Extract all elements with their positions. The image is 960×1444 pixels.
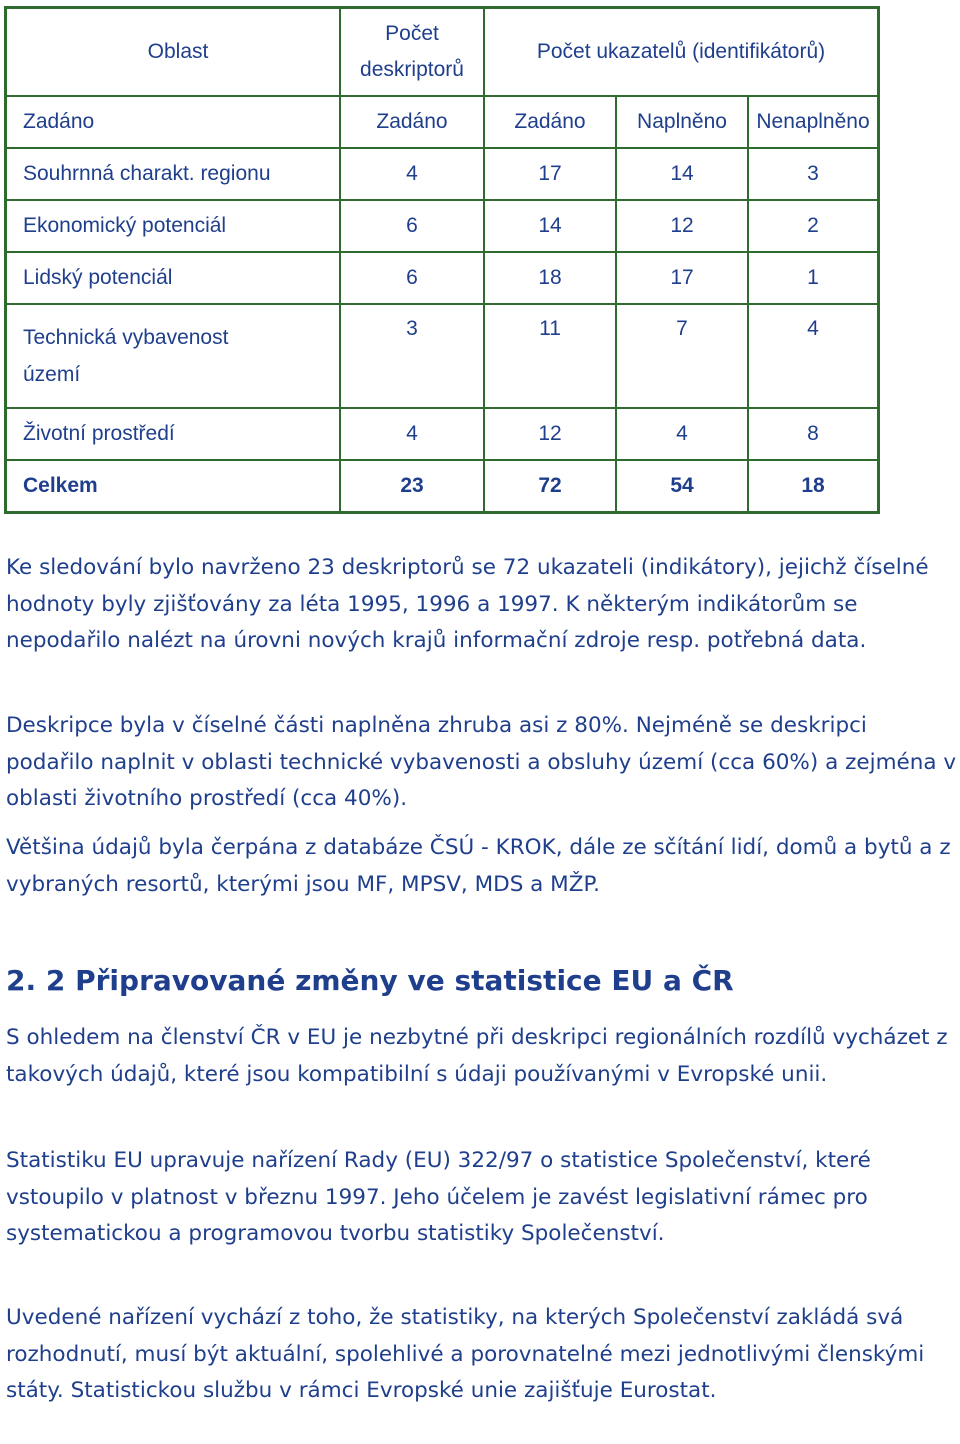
- table-total-row: [7, 461, 877, 511]
- row-descriptors: 4: [341, 149, 485, 201]
- row-assigned: 18: [485, 253, 617, 305]
- row-area: [7, 305, 341, 409]
- total-filled: 54: [617, 461, 749, 511]
- row-unfilled: 8: [749, 409, 877, 461]
- subheader-cell: Zadáno: [485, 97, 617, 149]
- row-assigned: 14: [485, 201, 617, 253]
- table-row: [7, 409, 877, 461]
- row-unfilled: 1: [749, 253, 877, 305]
- paragraph-eu-regulation: [6, 1143, 958, 1253]
- paragraph-text: Ke sledování bylo navrženo 23 deskriptorů se 72 ukazateli (indikátory), jejichž číselné hodnoty byly zjišťovány za léta 1995, 1996 a 1997. K některým indikátorům se nepodařilo nalézt na úrovni nových krajů informační zdroje resp. potřebná data.: [6, 555, 929, 653]
- total-descriptors: 23: [341, 461, 485, 511]
- paragraph-eu-membership: [6, 1020, 958, 1093]
- row-unfilled: 2: [749, 201, 877, 253]
- header-area: Oblast: [7, 9, 341, 97]
- table-header-row: [7, 9, 877, 97]
- row-filled: 7: [617, 305, 749, 409]
- table-row: [7, 201, 877, 253]
- paragraph-eurostat: [6, 1300, 958, 1410]
- subheader-cell: Zadáno: [7, 97, 341, 149]
- header-descriptors: [341, 9, 485, 97]
- paragraph-text: S ohledem na členství ČR v EU je nezbytné při deskripci regionálních rozdílů vycházet z takových údajů, které jsou kompatibilní s údaji používanými v Evropské unii.: [6, 1025, 948, 1087]
- row-assigned: 11: [485, 305, 617, 409]
- row-unfilled: 3: [749, 149, 877, 201]
- total-area: Celkem: [7, 461, 341, 511]
- paragraph-text: Většina údajů byla čerpána z databáze ČSÚ - KROK, dále ze sčítání lidí, domů a bytů a z vybraných resortů, kterými jsou MF, MPSV, MDS a MŽP.: [6, 835, 951, 897]
- row-filled: 12: [617, 201, 749, 253]
- table-row: [7, 253, 877, 305]
- row-filled: 17: [617, 253, 749, 305]
- row-assigned: 17: [485, 149, 617, 201]
- subheader-cell: Nenaplněno: [749, 97, 877, 149]
- row-descriptors: 6: [341, 253, 485, 305]
- row-unfilled: 4: [749, 305, 877, 409]
- total-unfilled: 18: [801, 474, 825, 497]
- subheader-cell: Naplněno: [617, 97, 749, 149]
- header-indicators: Počet ukazatelů (identifikátorů): [485, 9, 877, 97]
- paragraph-data-sources: [6, 830, 958, 903]
- row-area-line2: území: [23, 363, 81, 386]
- table-subheader-row: [7, 97, 877, 149]
- row-descriptors: 3: [341, 305, 485, 409]
- paragraph-fill-rate: [6, 708, 958, 818]
- row-assigned: 12: [485, 409, 617, 461]
- row-area: Ekonomický potenciál: [7, 201, 341, 253]
- paragraph-descriptors-summary: [6, 550, 958, 660]
- row-area: Životní prostředí: [7, 409, 341, 461]
- total-assigned: 72: [485, 461, 617, 511]
- indicators-table: [4, 6, 880, 514]
- paragraph-text: Deskripce byla v číselné části naplněna zhruba asi z 80%. Nejméně se deskripci podařilo naplnit v oblasti technické vybavenosti a obsluhy území (cca 60%) a zejména v oblasti životního prostředí (cca 40%).: [6, 713, 957, 811]
- row-descriptors: 6: [341, 201, 485, 253]
- paragraph-text: Uvedené nařízení vychází z toho, že statistiky, na kterých Společenství zakládá svá rozhodnutí, musí být aktuální, spolehlivé a porovnatelné mezi jednotlivými členskými státy. Statistickou službu v rámci Evropské unie zajišťuje Eurostat.: [6, 1305, 925, 1403]
- header-descriptors-line2: deskriptorů: [360, 58, 464, 81]
- row-descriptors: 4: [341, 409, 485, 461]
- row-area: Lidský potenciál: [7, 253, 341, 305]
- table-row: [7, 149, 877, 201]
- row-area: Souhrnná charakt. regionu: [7, 149, 341, 201]
- paragraph-text: Statistiku EU upravuje nařízení Rady (EU) 322/97 o statistice Společenství, které vstoupilo v platnost v březnu 1997. Jeho účelem je zavést legislativní rámec pro systematickou a programovou tvorbu statistiky Společenství.: [6, 1148, 871, 1246]
- subheader-cell: Zadáno: [341, 97, 485, 149]
- row-area-line1: Technická vybavenost: [23, 326, 229, 349]
- section-heading: 2. 2 Připravované změny ve statistice EU a ČR: [6, 964, 734, 997]
- row-filled: 14: [617, 149, 749, 201]
- table-row: [7, 305, 877, 409]
- header-descriptors-line1: Počet: [385, 22, 439, 45]
- row-filled: 4: [617, 409, 749, 461]
